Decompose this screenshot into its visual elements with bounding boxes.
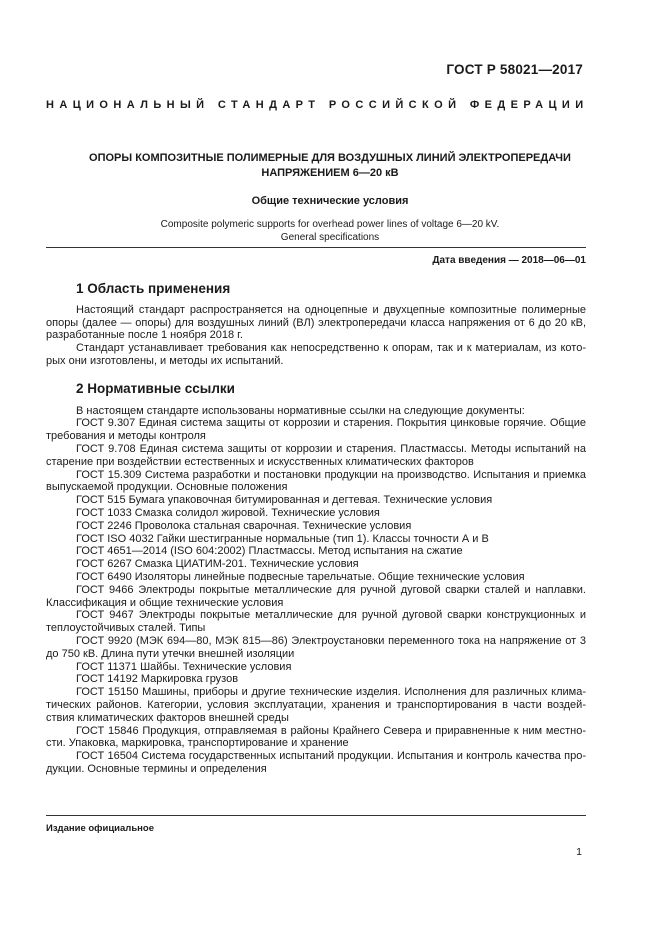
reference-item: ГОСТ 9.307 Единая система защиты от коррозии и старения. Покрытия цинковые горячие. Общие требования и методы контроля: [46, 417, 586, 443]
document-body: [46, 283, 586, 776]
title-ru-line-2: НАПРЯЖЕНИЕМ 6—20 кВ: [261, 167, 399, 179]
reference-item: ГОСТ 1033 Смазка солидол жировой. Технические условия: [76, 506, 380, 519]
reference-item: ГОСТ 15.309 Система разработки и постановки продукции на производство. Испытания и приемка выпускаемой продукции. Основные положения: [46, 468, 586, 494]
reference-item: ГОСТ 9467 Электроды покрытые металлические для ручной дуговой сварки конструкционных и теплоустойчивых сталей. Типы: [46, 609, 586, 635]
title-ru-line-1: ОПОРЫ КОМПОЗИТНЫЕ ПОЛИМЕРНЫЕ ДЛЯ ВОЗДУШНЫХ ЛИНИЙ ЭЛЕКТРОПЕРЕДАЧИ: [89, 152, 571, 164]
title-en: [46, 218, 614, 244]
reference-item: ГОСТ 15150 Машины, приборы и другие технические изделия. Исполнения для различных климатических районов. Категории, условия эксплуатации, хранения и транспортирования в части воздействия климатических факторов внешней среды: [46, 686, 586, 724]
reference-item: ГОСТ 14192 Маркировка грузов: [76, 673, 239, 686]
reference-item: ГОСТ 4651—2014 (ISO 604:2002) Пластмассы. Метод испытания на сжатие: [76, 545, 463, 558]
reference-item: ГОСТ 9920 (МЭК 694—80, МЭК 815—86) Электроустановки переменного тока на напряжение от 3 до 750 кВ. Длина пути утечки внешней изоляции: [46, 634, 586, 660]
reference-item: ГОСТ 6490 Изоляторы линейные подвесные тарельчатые. Общие технические условия: [76, 570, 525, 583]
section-1-heading: 1 Область применения: [76, 281, 231, 296]
title-ru: [46, 151, 614, 181]
reference-item: ГОСТ 16504 Система государственных испытаний продукции. Испытания и контроль качества продукции. Основные термины и определения: [46, 750, 586, 775]
reference-item: ГОСТ 6267 Смазка ЦИАТИМ-201. Технические условия: [76, 558, 359, 571]
title-block: [46, 151, 614, 244]
page-number: 1: [576, 846, 582, 858]
title-en-line-1: Composite polymeric supports for overhead power lines of voltage 6—20 kV.: [160, 219, 500, 230]
reference-item: ГОСТ 11371 Шайбы. Технические условия: [76, 660, 292, 673]
gost-number: ГОСТ Р 58021—2017: [446, 62, 583, 77]
reference-item: ГОСТ 2246 Проволока стальная сварочная. Технические условия: [76, 519, 412, 532]
national-standard-banner: НАЦИОНАЛЬНЫЙ СТАНДАРТ РОССИЙСКОЙ ФЕДЕРАЦИИ: [46, 99, 589, 111]
reference-item: ГОСТ 15846 Продукция, отправляемая в районы Крайнего Севера и приравненные к ним местности. Упаковка, маркировка, транспортирование и хранение: [46, 724, 586, 750]
introduction-date: Дата введения — 2018—06—01: [432, 255, 586, 266]
title-en-line-2: General specifications: [280, 232, 380, 243]
reference-item: ГОСТ ISO 4032 Гайки шестигранные нормальные (тип 1). Классы точности А и В: [76, 532, 489, 545]
section-2-heading: 2 Нормативные ссылки: [76, 380, 235, 396]
footer-divider: [46, 815, 586, 816]
edition-label: Издание официальное: [46, 823, 154, 834]
subtitle-ru: Общие технические условия: [251, 195, 409, 207]
reference-item: ГОСТ 9466 Электроды покрытые металлические для ручной дуговой сварки сталей и наплавки. Классификация и общие технические условия: [46, 583, 586, 609]
date-divider: [46, 247, 586, 248]
section-1-paragraph: Стандарт устанавливает требования как непосредственно к опорам, так и к материалам, из которых они изготовлены, и методы их испытаний.: [46, 342, 586, 367]
reference-item: ГОСТ 9.708 Единая система защиты от коррозии и старения. Пластмассы. Методы испытаний на старение при воздействии естественных и искусственных климатических факторов: [46, 442, 586, 468]
section-1-paragraph: Настоящий стандарт распространяется на одноцепные и двухцепные композитные полимерные опоры (далее — опоры) для воздушных линий (ВЛ) электропередачи класса напряжения от 6 до 20 кВ, разработанные после 1 ноября 2018 г.: [46, 303, 586, 342]
section-2-paragraph: В настоящем стандарте использованы нормативные ссылки на следующие документы:: [76, 404, 525, 417]
reference-item: ГОСТ 515 Бумага упаковочная битумированная и дегтевая. Технические условия: [76, 494, 493, 507]
